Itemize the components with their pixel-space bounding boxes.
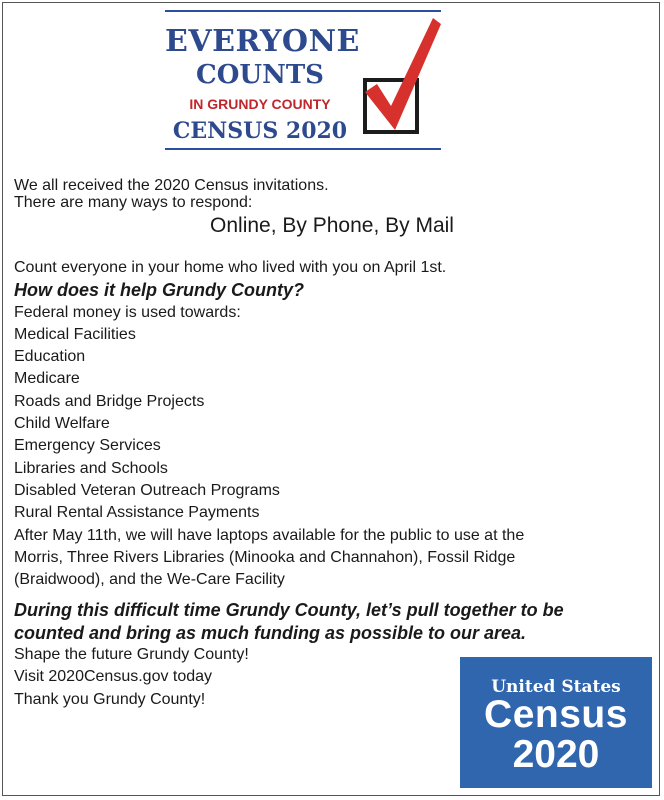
list-item: Roads and Bridge Projects <box>14 392 205 410</box>
laptops-line: Morris, Three Rivers Libraries (Minooka and Channahon), Fossil Ridge <box>14 548 516 566</box>
logo-line-counts: COUNTS <box>196 60 324 90</box>
list-item: Libraries and Schools <box>14 459 168 477</box>
logo-bottom-rule <box>165 148 441 150</box>
response-methods <box>0 214 664 238</box>
intro-line: We all received the 2020 Census invitations. <box>14 177 329 194</box>
list-item: Rural Rental Assistance Payments <box>14 504 260 522</box>
badge-census: Census <box>484 693 628 736</box>
closing-line: Visit 2020Census.gov today <box>14 668 213 686</box>
closing-line: Shape the future Grundy County! <box>14 646 249 663</box>
closing-heading: During this difficult time Grundy County, let’s pull together to be <box>14 600 564 620</box>
census-2020-logo <box>460 657 652 788</box>
badge-united-states: United States <box>491 677 621 697</box>
closing-line: Thank you Grundy County! <box>14 690 206 708</box>
list-item: Child Welfare <box>14 415 110 433</box>
uses-lead: Federal money is used towards: <box>14 303 241 321</box>
count-line: Count everyone in your home who lived with you on April 1st. <box>14 259 447 276</box>
intro-line: There are many ways to respond: <box>14 194 253 211</box>
list-item: Medicare <box>14 370 80 388</box>
logo-top-rule <box>165 10 441 12</box>
laptops-line: After May 11th, we will have laptops available for the public to use at the <box>14 526 525 544</box>
badge-year: 2020 <box>512 733 600 776</box>
body-text <box>14 257 650 591</box>
response-methods-text: Online, By Phone, By Mail <box>210 214 454 237</box>
list-item: Emergency Services <box>14 437 161 455</box>
closing-heading: counted and bring as much funding as possible to our area. <box>14 622 527 643</box>
laptops-line: (Braidwood), and the We-Care Facility <box>14 571 285 589</box>
logo-line-county: IN GRUNDY COUNTY <box>189 96 331 112</box>
everyone-counts-logo <box>165 8 443 156</box>
list-item: Education <box>14 348 86 366</box>
list-item: Disabled Veteran Outreach Programs <box>14 481 280 499</box>
checkmark-icon <box>355 14 445 134</box>
intro-text <box>14 177 650 211</box>
logo-line-census: CENSUS 2020 <box>172 118 348 144</box>
question-heading: How does it help Grundy County? <box>14 280 304 301</box>
logo-line-everyone: EVERYONE <box>165 24 360 59</box>
list-item: Medical Facilities <box>14 325 136 343</box>
